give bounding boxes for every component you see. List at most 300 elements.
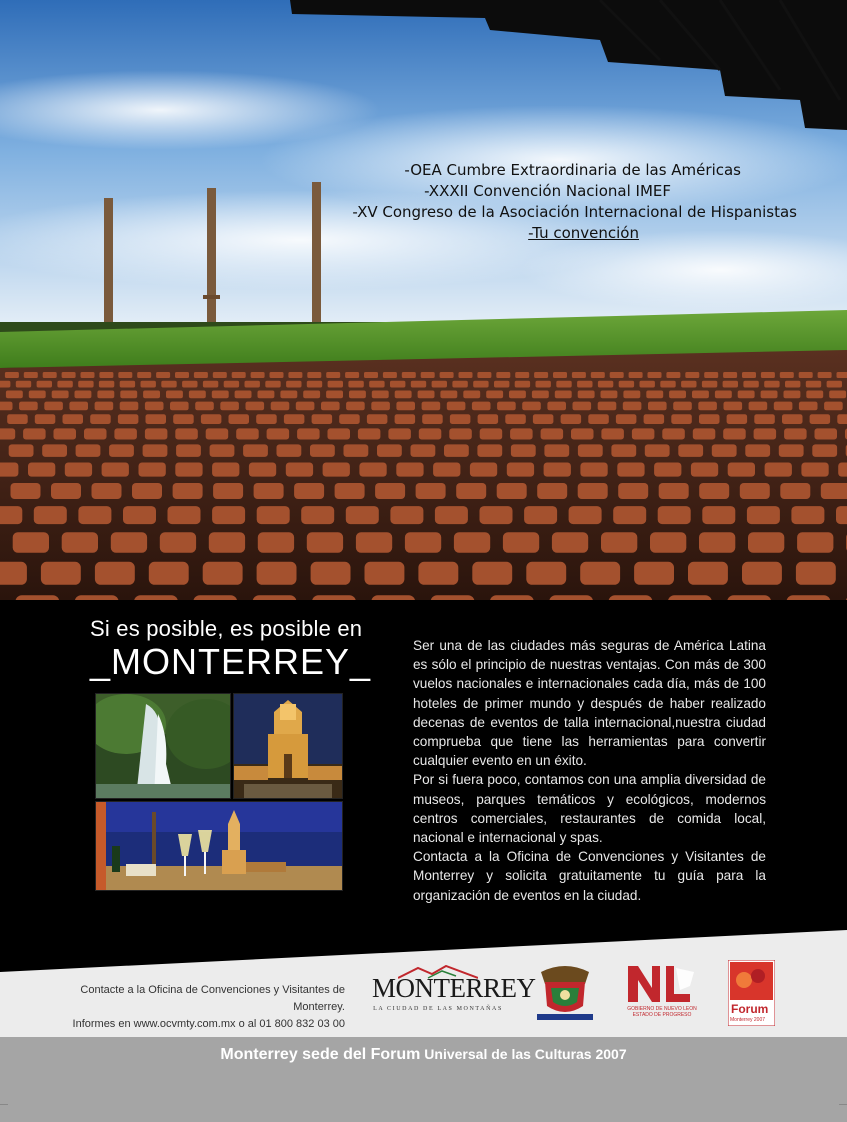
- stadium-seat: [69, 402, 88, 411]
- crop-mark: [0, 1104, 8, 1105]
- paragraph: Ser una de las ciudades más seguras de América Latina es sólo el principio de nuestras ventajas. Con más de 300 vuelos nacionales e internacionales cada día, más de 100 hoteles de primer mundo y después de haber realizado decenas de eventos de talla internacional,nuestra ciudad comprueba que tiene las herramientas para convertir cualquier evento en un éxito.: [413, 638, 766, 769]
- stadium-seat: [470, 463, 497, 477]
- contact-info: [60, 982, 345, 1033]
- stadium-seat: [806, 381, 821, 388]
- nl-icon: [624, 962, 700, 1006]
- stadium-seat: [497, 402, 516, 411]
- stadium-seat: [132, 483, 162, 499]
- stadium-seat: [97, 391, 114, 399]
- stadium-seat: [265, 381, 280, 388]
- stadium-seat: [367, 414, 388, 424]
- stadium-seat: [724, 402, 743, 411]
- stadium-seat: [270, 372, 284, 378]
- stadium-seat: [421, 372, 435, 378]
- stadium-seat: [699, 414, 720, 424]
- stadium-seat: [440, 372, 454, 378]
- stadium-seat: [395, 414, 416, 424]
- monterrey-subtitle: LA CIUDAD DE LAS MONTAÑAS: [373, 1006, 503, 1012]
- stadium-seat: [0, 428, 15, 439]
- stadium-seat: [478, 414, 499, 424]
- stadium-seat: [224, 381, 239, 388]
- stadium-seat: [494, 381, 509, 388]
- nl-caption: GOBIERNO DE NUEVO LEON ESTADO DE PROGRESO: [627, 1006, 697, 1018]
- photo-collage: [95, 693, 343, 890]
- stadium-seat: [812, 444, 837, 457]
- stadium-seat: [698, 402, 717, 411]
- stadium-seat: [76, 444, 101, 457]
- stadium-seat: [577, 381, 592, 388]
- stadium-seat: [139, 463, 166, 477]
- stadium-seat: [301, 506, 334, 524]
- stadium-seat: [78, 506, 111, 524]
- stadium-seat: [511, 444, 536, 457]
- stadium-seat: [588, 414, 609, 424]
- stadium-seat: [761, 391, 778, 399]
- stadium-seat: [723, 372, 737, 378]
- stadium-seat: [681, 381, 696, 388]
- stadium-seat: [561, 414, 582, 424]
- stadium-seat: [203, 562, 243, 585]
- stadium-seat: [634, 562, 674, 585]
- stadium-seat: [213, 483, 243, 499]
- stadium-seat: [411, 444, 436, 457]
- stadium-seat: [62, 372, 76, 378]
- stadium-seat: [536, 381, 551, 388]
- stadium-seat: [0, 463, 18, 477]
- stadium-seat: [344, 444, 369, 457]
- mountain-icon: [398, 965, 478, 979]
- stadium-seat: [541, 428, 564, 439]
- stadium-seat: [16, 381, 31, 388]
- stadium-seat: [673, 402, 692, 411]
- stadium-seat: [544, 444, 569, 457]
- stadium-seat: [170, 402, 189, 411]
- stadium-seat: [257, 506, 290, 524]
- stadium-seat: [618, 483, 648, 499]
- stadium-seat: [364, 372, 378, 378]
- stadium-seat: [779, 444, 804, 457]
- stadium-seat: [359, 463, 386, 477]
- stadium-seat: [102, 463, 129, 477]
- stadium-seat: [175, 372, 189, 378]
- stadium-seat: [473, 381, 488, 388]
- stadium-seat: [29, 391, 46, 399]
- stadium-seat: [246, 402, 265, 411]
- stadium-seat: [616, 414, 637, 424]
- stadium-seat: [253, 595, 297, 600]
- stadium-seat: [662, 428, 685, 439]
- stadium-seat: [146, 414, 167, 424]
- stadium-seat: [44, 402, 63, 411]
- forum-logo: [728, 960, 775, 1026]
- stadium-seat: [81, 372, 95, 378]
- stadium-seat: [613, 506, 646, 524]
- stadium-seat: [522, 402, 541, 411]
- stadium-seat: [477, 372, 491, 378]
- stadium-seat: [738, 391, 755, 399]
- stadium-seat: [459, 372, 473, 378]
- stadium-seat: [761, 372, 775, 378]
- paragraph: Por si fuera poco, contamos con una amplia diversidad de museos, parques temáticos y ecológicos, modernos centros comerciales, restaurantes de comida local, nacional e internacional y spas.: [413, 772, 766, 846]
- stadium-seat: [571, 428, 594, 439]
- stadium-seat: [371, 595, 415, 600]
- stadium-seat: [311, 562, 351, 585]
- stadium-seat: [34, 506, 67, 524]
- stadium-seat: [671, 414, 692, 424]
- stadium-seat: [51, 483, 81, 499]
- stadium-seat: [765, 463, 792, 477]
- stadium-seat: [284, 414, 305, 424]
- stadium-seat: [41, 562, 81, 585]
- stadium-seat: [92, 483, 122, 499]
- stadium-seat: [396, 402, 415, 411]
- tagline-line1: Si es posible, es posible en: [90, 616, 363, 641]
- stadium-seat: [799, 402, 818, 411]
- stadium-seat: [395, 391, 412, 399]
- stadium-seat: [349, 391, 366, 399]
- event-item: -OEA Cumbre Extraordinaria de las Américas: [404, 161, 741, 179]
- stadium-seat: [712, 444, 737, 457]
- stadium-seat: [323, 463, 350, 477]
- stadium-seat: [161, 381, 176, 388]
- stadium-seat: [145, 402, 164, 411]
- stadium-seat: [0, 402, 13, 411]
- stadium-seat: [145, 428, 168, 439]
- stadium-seat: [692, 391, 709, 399]
- stadium-seat: [569, 506, 602, 524]
- stadium-seat: [19, 402, 38, 411]
- forum-tagline: [0, 1046, 847, 1064]
- eagle-shield-icon: [531, 962, 599, 1024]
- stadium-seat: [99, 381, 114, 388]
- stadium-seat: [326, 372, 340, 378]
- stadium-seat: [702, 506, 735, 524]
- stadium-seat: [452, 381, 467, 388]
- stadium-seat: [578, 483, 608, 499]
- stadium-seat: [784, 391, 801, 399]
- stadium-seat: [383, 372, 397, 378]
- stadium-seat: [15, 595, 59, 600]
- stadium-seat: [156, 372, 170, 378]
- stadium-seat: [685, 372, 699, 378]
- stadium-seat: [236, 428, 259, 439]
- stadium-seat: [578, 444, 603, 457]
- church-photo: [233, 693, 343, 799]
- stadium-seat: [648, 372, 662, 378]
- stadium-seat: [477, 444, 502, 457]
- stadium-seat: [810, 414, 831, 424]
- stadium-seat: [824, 402, 843, 411]
- stadium-seat: [791, 506, 824, 524]
- city-title: _MONTERREY_: [90, 641, 372, 682]
- stadium-seat: [345, 372, 359, 378]
- stadium-seat: [195, 402, 214, 411]
- stadium-seat: [258, 532, 294, 552]
- stadium-seat: [57, 381, 72, 388]
- event-item: -XXXII Convención Nacional IMEF: [424, 182, 671, 200]
- stadium-seat: [303, 391, 320, 399]
- stadium-seat: [402, 372, 416, 378]
- event-list: [317, 160, 797, 244]
- stadium-seat: [120, 391, 137, 399]
- stadium-seat: [490, 595, 534, 600]
- stadium-seat: [99, 372, 113, 378]
- stadium-seat: [6, 391, 23, 399]
- stadium-seat: [702, 381, 717, 388]
- stadium-seat: [754, 428, 777, 439]
- stadium-seat: [43, 372, 57, 378]
- stadium-seat: [13, 532, 49, 552]
- stadium-seat: [532, 391, 549, 399]
- stadium-seat: [203, 381, 218, 388]
- stadium-seat: [547, 402, 566, 411]
- stadium-seat: [799, 372, 813, 378]
- stadium-seat: [601, 532, 637, 552]
- stadium-seat: [23, 428, 45, 439]
- stadium-seat: [54, 428, 77, 439]
- stadium-seat: [691, 463, 718, 477]
- stadium-seat: [785, 381, 800, 388]
- stadium-seat: [346, 402, 365, 411]
- stadium-seat: [573, 402, 592, 411]
- stadium-seat: [52, 391, 69, 399]
- stadium-seat: [257, 562, 297, 585]
- stadium-seat: [109, 444, 134, 457]
- stadium-seat: [749, 402, 768, 411]
- stadium-seat: [209, 532, 245, 552]
- stadium-seat: [312, 414, 333, 424]
- stadium-seat: [715, 391, 732, 399]
- stadium-seat: [35, 414, 56, 424]
- stadium-seat: [294, 483, 324, 499]
- stadium-seat: [640, 381, 655, 388]
- stadium-seat: [5, 372, 19, 378]
- stadium-seat: [120, 381, 135, 388]
- contact-line: Contacte a la Oficina de Convenciones y Visitantes de Monterrey.: [80, 984, 345, 1013]
- stadium-seat: [619, 381, 634, 388]
- stadium-seat: [296, 402, 315, 411]
- stadium-seat: [141, 381, 156, 388]
- stadium-seat: [75, 391, 92, 399]
- stadium-seat: [591, 372, 605, 378]
- stadium-seat: [704, 372, 718, 378]
- stadium-seat: [611, 444, 636, 457]
- stadium-seat: [176, 444, 201, 457]
- stadium-seat: [42, 444, 67, 457]
- stadium-seat: [723, 381, 738, 388]
- stadium-seat: [418, 562, 458, 585]
- stadium-seat: [526, 562, 566, 585]
- stadium-seat: [688, 562, 728, 585]
- stadium-seat: [134, 595, 178, 600]
- stadium-seat: [232, 372, 246, 378]
- stadium-seat: [472, 402, 491, 411]
- stadium-seat: [503, 532, 539, 552]
- stadium-seat: [220, 402, 239, 411]
- stadium-seat: [212, 506, 245, 524]
- stadium-seat: [120, 402, 139, 411]
- stadium-seat: [411, 381, 426, 388]
- stadium-seat: [617, 463, 644, 477]
- stadium-seat: [742, 562, 782, 585]
- coat-of-arms-logo: [531, 962, 599, 1024]
- paragraph: Contacta a la Oficina de Convenciones y Visitantes de Monterrey y solicita gratuitamente tu guía para la organización de eventos en la ciudad.: [413, 849, 766, 903]
- stadium-seat: [801, 463, 828, 477]
- stadium-seat: [829, 391, 846, 399]
- stadium-seat: [0, 381, 10, 388]
- stadium-seat: [321, 402, 340, 411]
- stadium-seat: [206, 428, 229, 439]
- stadium-seat: [297, 428, 320, 439]
- stadium-seat: [668, 595, 712, 600]
- stadium-seat: [243, 444, 268, 457]
- stadium-seat: [784, 428, 807, 439]
- stadium-seat: [552, 532, 588, 552]
- stadium-seat: [659, 483, 689, 499]
- stadium-seat: [75, 595, 119, 600]
- stadium-seat: [210, 444, 235, 457]
- stadium-seat: [699, 532, 735, 552]
- waterfall-photo: [95, 693, 231, 799]
- stadium-seat: [339, 414, 360, 424]
- stadium-seat: [286, 381, 301, 388]
- stadium-seat: [312, 595, 356, 600]
- tagline: [90, 616, 371, 682]
- stadium-seat: [774, 402, 793, 411]
- contact-line[interactable]: Informes en www.ocvmty.com.mx o al 01 800 832 03 00: [72, 1018, 345, 1030]
- stadium-seat: [173, 414, 194, 424]
- stadium-seat: [578, 391, 595, 399]
- stadium-seat: [358, 428, 381, 439]
- stadium-seat: [472, 562, 512, 585]
- event-item-link[interactable]: -Tu convención: [528, 224, 639, 242]
- stadium-seat: [496, 372, 510, 378]
- stadium-seat: [515, 381, 530, 388]
- stadium-seat: [62, 532, 98, 552]
- stadium-seat: [507, 463, 534, 477]
- stadium-seat: [356, 532, 392, 552]
- stadium-seat: [212, 391, 229, 399]
- stadium-seat: [764, 381, 779, 388]
- stadium-seat: [480, 428, 503, 439]
- stadium-seat: [24, 372, 38, 378]
- stadium-seat: [175, 428, 198, 439]
- stadium-seat: [745, 444, 770, 457]
- stadium-seat: [173, 483, 203, 499]
- stadium-seat: [63, 414, 84, 424]
- forum-tagline-part2: Universal de las Culturas 2007: [424, 1046, 627, 1062]
- stadium-seat: [454, 532, 490, 552]
- stadium-seat: [365, 562, 405, 585]
- stadium-seat: [727, 414, 748, 424]
- stadium-seat: [598, 381, 613, 388]
- stadium-seat: [609, 595, 653, 600]
- stadium-seat: [307, 532, 343, 552]
- stadium-seat: [326, 391, 343, 399]
- stadium-seat: [245, 381, 260, 388]
- stadium-seat: [235, 391, 252, 399]
- stadium-seat: [782, 414, 803, 424]
- stadium-seat: [515, 372, 529, 378]
- stadium-seat: [328, 381, 343, 388]
- crop-mark: [839, 1104, 847, 1105]
- stadium-seat: [194, 372, 208, 378]
- stadium-seat: [7, 414, 28, 424]
- stadium-seat: [111, 532, 147, 552]
- stadium-seat: [149, 562, 189, 585]
- stadium-seat: [727, 595, 771, 600]
- stadium-seat: [787, 595, 831, 600]
- stadium-seat: [90, 414, 111, 424]
- stadium-seat: [328, 428, 351, 439]
- stadium-seat: [11, 483, 41, 499]
- stadium-seat: [422, 414, 443, 424]
- stadium-seat: [431, 595, 475, 600]
- stadium-seat: [213, 372, 227, 378]
- stadium-seat: [432, 381, 447, 388]
- stadium-seat: [440, 391, 457, 399]
- stadium-seat: [646, 391, 663, 399]
- stadium-seat: [84, 428, 107, 439]
- stadium-seat: [160, 532, 196, 552]
- stadium-seat: [114, 428, 136, 439]
- stadium-seat: [623, 391, 640, 399]
- stadium-seat: [818, 372, 832, 378]
- stadium-seat: [743, 381, 758, 388]
- stadium-seat: [654, 463, 681, 477]
- stadium-seat: [371, 402, 390, 411]
- stadium-seat: [601, 428, 624, 439]
- stadium-seat: [118, 414, 138, 424]
- stadium-seat: [369, 381, 384, 388]
- stadium-seat: [815, 428, 838, 439]
- stadium-seat: [143, 391, 160, 399]
- stadium-seat: [780, 372, 794, 378]
- stadium-seat: [669, 391, 686, 399]
- stadium-seat: [780, 483, 810, 499]
- stadium-seat: [740, 483, 770, 499]
- stadium-seat: [444, 444, 469, 457]
- stadium-seat: [693, 428, 716, 439]
- stadium-seat: [742, 372, 756, 378]
- stadium-seat: [229, 414, 250, 424]
- stadium-seat: [390, 381, 405, 388]
- stadium-seat: [258, 391, 275, 399]
- stadium-seat: [249, 463, 276, 477]
- stadium-seat: [533, 414, 554, 424]
- stadium-seat: [307, 372, 321, 378]
- stadium-seat: [463, 391, 480, 399]
- stadium-seat: [335, 483, 365, 499]
- stadium-seat: [65, 463, 92, 477]
- stadium-seat: [699, 483, 729, 499]
- stadium-seat: [580, 463, 607, 477]
- stadium-seat: [644, 414, 665, 424]
- stadium-seat: [837, 414, 847, 424]
- stadium-seat: [658, 506, 691, 524]
- stadium-seat: [806, 391, 823, 399]
- stadium-seat: [648, 402, 667, 411]
- stadium-seat: [723, 428, 746, 439]
- stadium-seat: [137, 372, 151, 378]
- stadium-seat: [182, 381, 197, 388]
- stadium-seat: [390, 506, 423, 524]
- stadium-seat: [396, 463, 423, 477]
- stadium-seat: [754, 414, 775, 424]
- stadium-seat: [189, 391, 206, 399]
- stadium-seat: [28, 463, 55, 477]
- stadium-seat: [509, 391, 526, 399]
